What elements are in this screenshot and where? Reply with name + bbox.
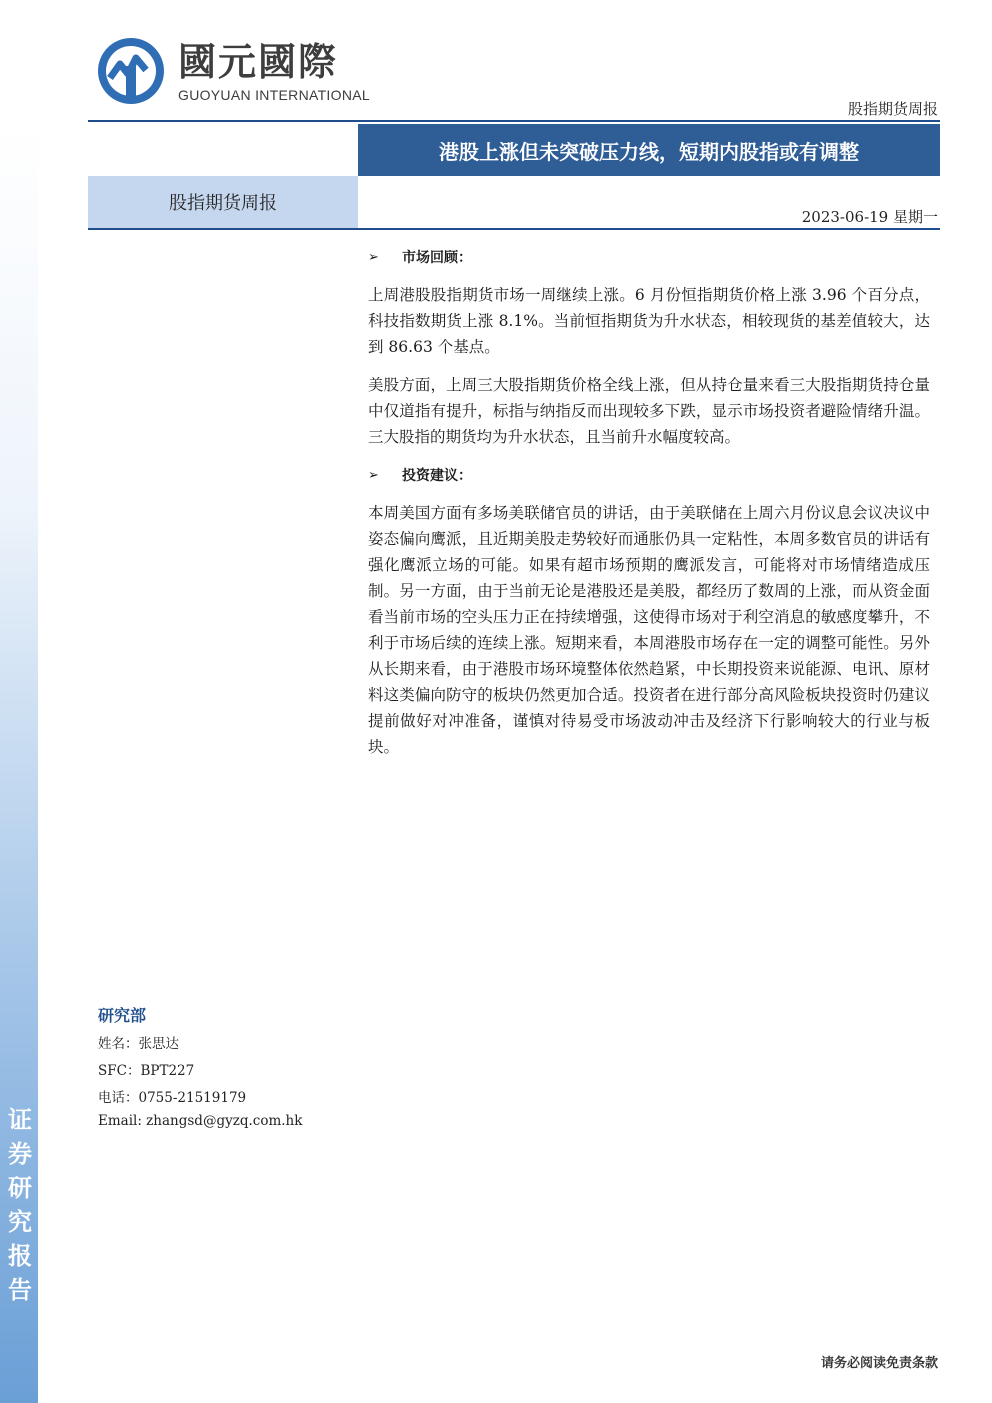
main-content xyxy=(368,244,930,772)
side-char: 究 xyxy=(8,1208,32,1236)
paragraph: 上周港股股指期货市场一周继续上涨。6 月份恒指期货价格上涨 3.96 个百分点，科技指数期货上涨 8.1%。当前恒指期货为升水状态，相较现货的基差值较大，达到 86.63 个基点。 xyxy=(368,286,930,356)
side-char: 券 xyxy=(8,1140,32,1168)
author-email: Email: zhangsd@gyzq.com.hk xyxy=(98,1113,303,1129)
side-vertical-label xyxy=(4,1103,36,1307)
side-char: 告 xyxy=(8,1276,32,1304)
company-logo-icon xyxy=(96,36,166,106)
report-date: 2023-06-19 星期一 xyxy=(801,208,938,226)
arrow-bullet-icon: ➢ xyxy=(368,249,379,265)
section-heading-investment-advice xyxy=(368,462,930,488)
section-heading-text: 投资建议： xyxy=(402,468,472,484)
author-name: 姓名：张思达 xyxy=(98,1036,179,1052)
paragraph: 本周美国方面有多场美联储官员的讲话，由于美联储在上周六月份议息会议决议中姿态偏向鹰派，且近期美股走势较好而通胀仍具一定粘性，本周多数官员的讲话有强化鹰派立场的可能。如果有超市场预期的鹰派发言，可能将对市场情绪造成压制。另一方面，由于当前无论是港股还是美股，都经历了数周的上涨，而从资金面看当前市场的空头压力正在持续增强，这使得市场对于利空消息的敏感度攀升，不利于市场后续的连续上涨。短期来看，本周港股市场存在一定的调整可能性。另外从长期来看，由于港股市场环境整体依然趋紧，中长期投资来说能源、电讯、原材料这类偏向防守的板块仍然更加合适。投资者在进行部分高风险板块投资时仍建议提前做好对冲准备，谨慎对待易受市场波动冲击及经济下行影响较大的行业与板块。 xyxy=(368,504,930,756)
report-type-label: 股指期货周报 xyxy=(169,193,277,214)
logo-english-name: GUOYUAN INTERNATIONAL xyxy=(178,87,370,103)
date-divider xyxy=(88,228,940,230)
side-char: 研 xyxy=(8,1174,32,1202)
side-char: 报 xyxy=(8,1242,32,1270)
author-phone: 电话：0755-21519179 xyxy=(98,1090,247,1106)
disclaimer-notice: 请务必阅读免责条款 xyxy=(820,1356,938,1371)
report-type-box xyxy=(88,176,358,228)
arrow-bullet-icon: ➢ xyxy=(368,467,379,483)
header-divider xyxy=(88,120,940,122)
report-type-header: 股指期货周报 xyxy=(847,100,938,118)
logo-chinese-name: 國元國際 xyxy=(178,40,339,84)
section-heading-text: 市场回顾： xyxy=(402,250,472,266)
side-char: 证 xyxy=(8,1106,32,1134)
section-heading-market-review xyxy=(368,244,930,270)
research-department: 研究部 xyxy=(98,1006,147,1025)
report-title: 港股上涨但未突破压力线，短期内股指或有调整 xyxy=(439,139,859,164)
report-title-bar xyxy=(358,124,940,176)
author-sfc: SFC：BPT227 xyxy=(98,1063,195,1079)
paragraph: 美股方面，上周三大股指期货价格全线上涨，但从持仓量来看三大股指期货持仓量中仅道指有提升，标指与纳指反而出现较多下跌，显示市场投资者避险情绪升温。三大股指的期货均为升水状态，且当前升水幅度较高。 xyxy=(368,376,930,446)
